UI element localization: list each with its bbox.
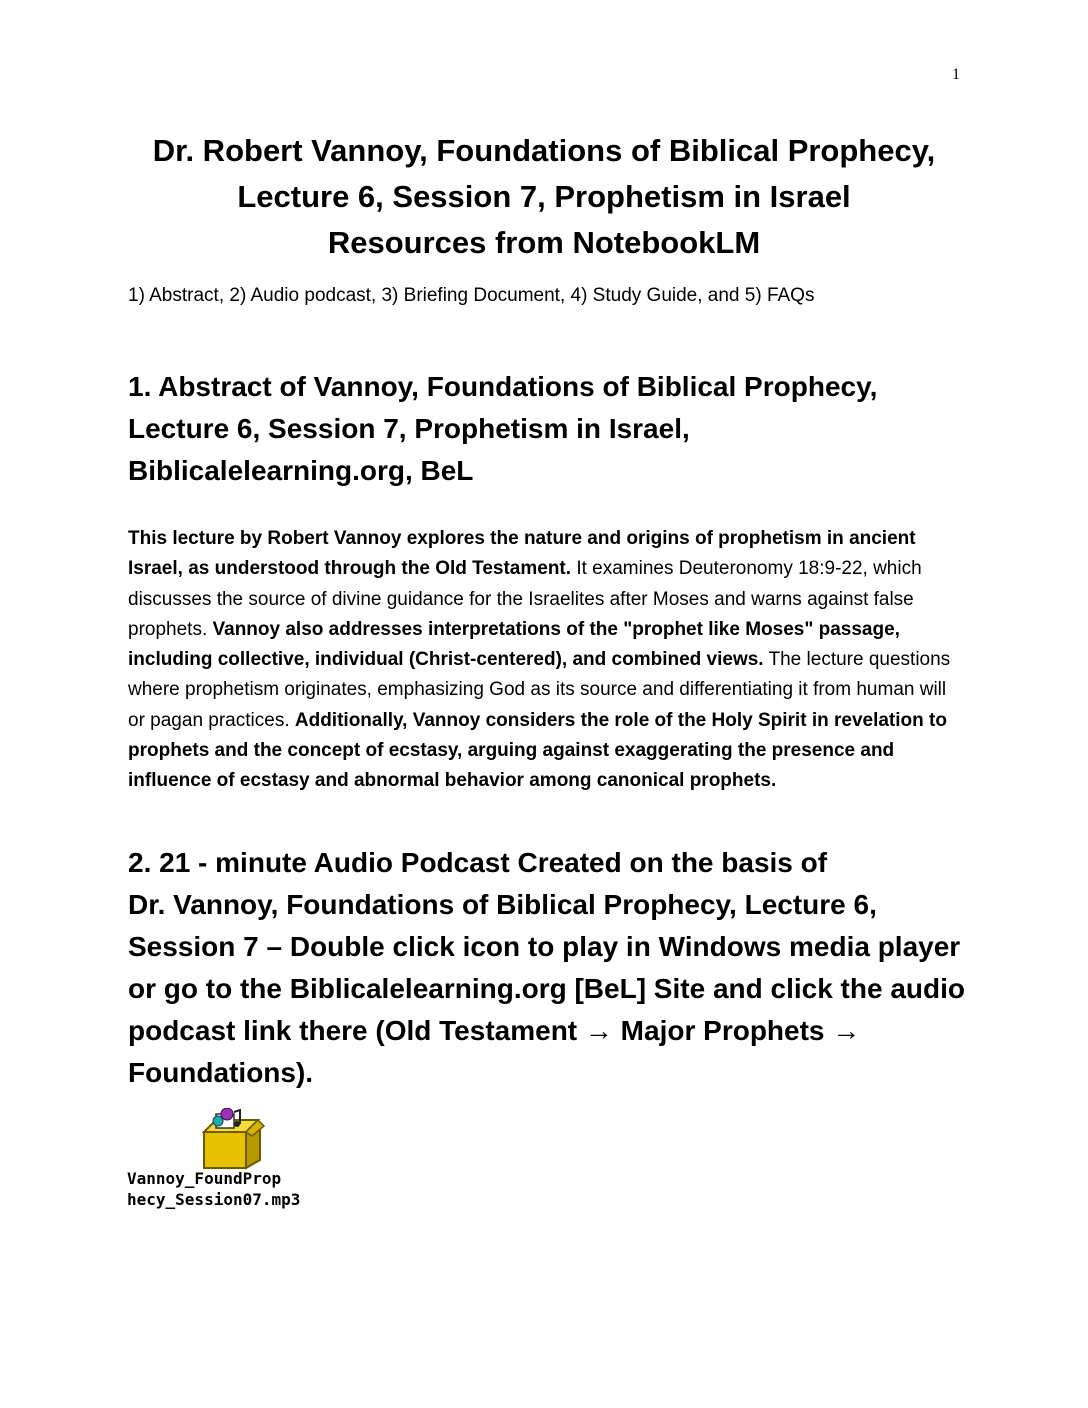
heading-line-5-part-a: podcast link there (Old Testament bbox=[128, 1015, 585, 1046]
section-1-heading-line-2: Lecture 6, Session 7, Prophetism in Israel, bbox=[128, 413, 690, 444]
section-1-heading bbox=[128, 366, 968, 492]
abstract-bold-3: Vannoy also addresses interpretations of the "prophet like Moses" passage, including collective, individual (Christ-centered), and combined views. bbox=[128, 618, 900, 671]
abstract-paragraph bbox=[128, 524, 964, 797]
abstract-bold-1: This lecture by Robert Vannoy explores the nature and origins of prophetism in ancient Israel, as understood through the Old Testament. bbox=[128, 528, 916, 580]
title-line-1: Dr. Robert Vannoy, Foundations of Biblical Prophecy, bbox=[152, 133, 936, 168]
page-title bbox=[100, 128, 988, 266]
section-1-heading-line-3: Biblicalelearning.org, BeL bbox=[128, 455, 474, 486]
contents-line: 1) Abstract, 2) Audio podcast, 3) Briefing Document, 4) Study Guide, and 5) FAQs bbox=[128, 285, 815, 306]
arrow-icon: → bbox=[584, 1015, 613, 1046]
title-line-2: Lecture 6, Session 7, Prophetism in Israel bbox=[237, 179, 851, 214]
arrow-icon: → bbox=[832, 1015, 861, 1046]
section-2-heading-line-1: 2. 21 - minute Audio Podcast Created on the basis of bbox=[128, 847, 828, 878]
abstract-text-4: The lecture questions where prophetism originates, emphasizing God as its source and differentiating it from human will or pagan practices. bbox=[128, 649, 951, 731]
abstract-text-2: It examines Deuteronomy 18:9-22, which discusses the source of divine guidance for the Israelites after Moses and warns against false prophets. bbox=[128, 558, 922, 640]
section-2-heading-line-2: Dr. Vannoy, Foundations of Biblical Prophecy, Lecture 6, bbox=[128, 889, 877, 920]
section-2-heading-line-6: Foundations). bbox=[128, 1057, 314, 1088]
section-2-heading-line-5 bbox=[128, 1010, 968, 1052]
section-1-heading-line-1: 1. Abstract of Vannoy, Foundations of Biblical Prophecy, bbox=[128, 371, 878, 402]
page-number: 1 bbox=[952, 66, 960, 83]
section-2-heading bbox=[128, 842, 968, 1094]
file-label-line-1: Vannoy_FoundProp bbox=[127, 1169, 282, 1188]
abstract-bold-5: Additionally, Vannoy considers the role of the Holy Spirit in revelation to prophets and the concept of ecstasy, arguing against exaggerating the presence and influence of ecstasy and abnormal behavior among canonical prophets. bbox=[128, 709, 947, 792]
heading-line-5-part-b: Major Prophets bbox=[612, 1015, 833, 1046]
title-line-3: Resources from NotebookLM bbox=[327, 225, 761, 260]
section-2-heading-line-4: or go to the Biblicalelearning.org [BeL] Site and click the audio bbox=[128, 973, 965, 1004]
audio-file-label[interactable] bbox=[127, 1168, 300, 1210]
section-2-heading-line-3: Session 7 – Double click icon to play in Windows media player bbox=[128, 931, 961, 962]
package-icon[interactable] bbox=[196, 1108, 266, 1170]
file-label-line-2: hecy_Session07.mp3 bbox=[127, 1190, 301, 1209]
